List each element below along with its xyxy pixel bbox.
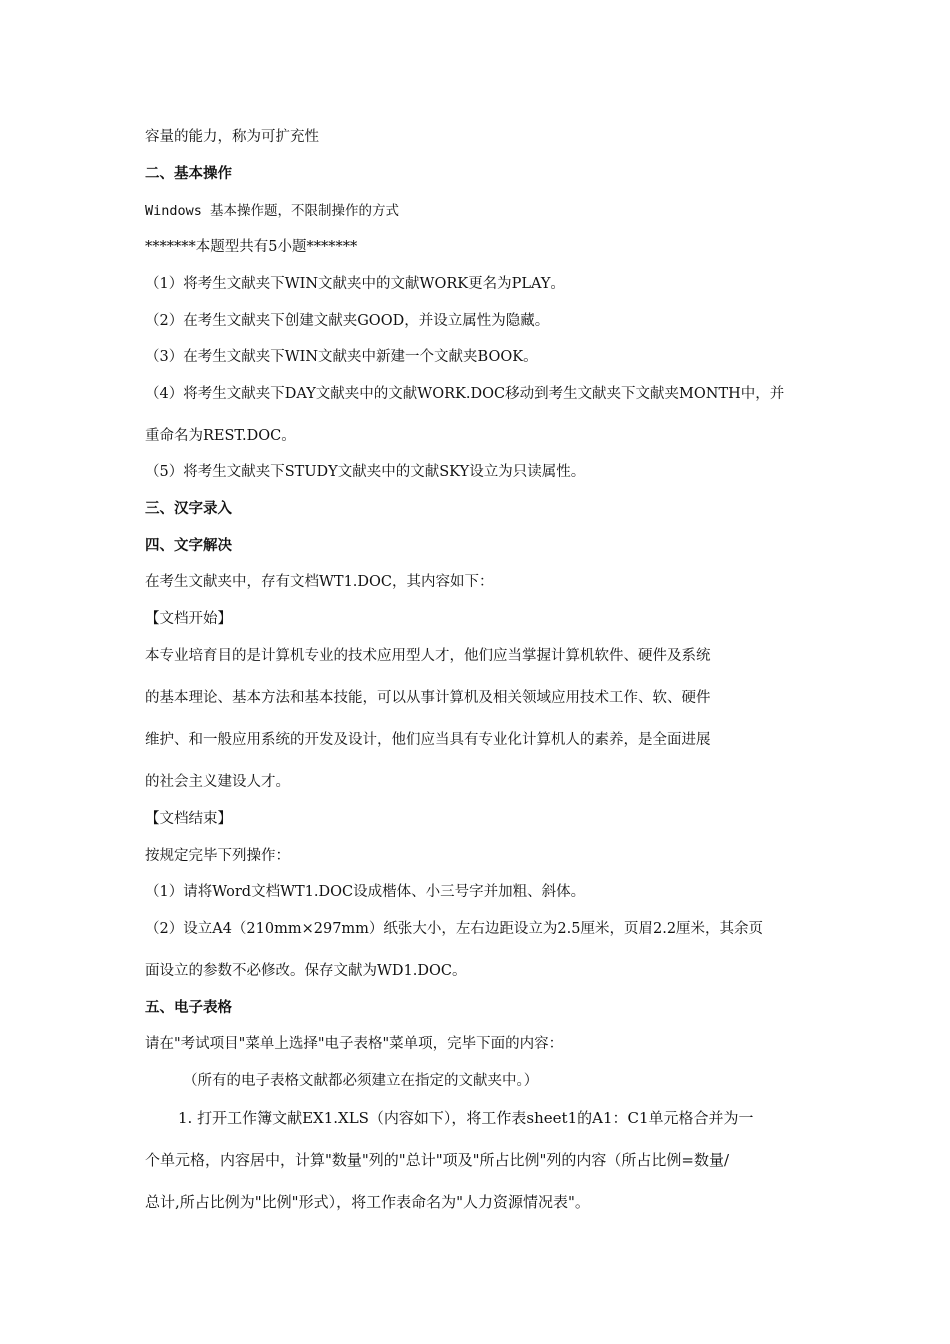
task-item: （2）在考生文献夹下创建文献夹GOOD，并设立属性为隐藏。 bbox=[145, 313, 550, 329]
document-start-marker: 【文档开始】 bbox=[145, 611, 232, 627]
quoted-document-line: 的社会主义建设人才。 bbox=[145, 774, 290, 790]
paragraph-line: Windows 基本操作题，不限制操作的方式 bbox=[145, 203, 400, 219]
task-item-continuation: 个单元格，内容居中，计算"数量"列的"总计"项及"所占比例"列的内容（所占比例=数量/ bbox=[145, 1151, 730, 1169]
section-heading-text-processing: 四、文字解决 bbox=[145, 538, 232, 554]
task-item: （4）将考生文献夹下DAY文献夹中的文献WORK.DOC移动到考生文献夹下文献夹MONTH中，并 bbox=[145, 386, 785, 402]
section-heading-spreadsheet: 五、电子表格 bbox=[145, 1000, 232, 1016]
task-item-continuation: 重命名为REST.DOC。 bbox=[145, 428, 296, 444]
quoted-document-line: 维护、和一般应用系统的开发及设计，他们应当具有专业化计算机人的素养，是全面进展 bbox=[145, 732, 711, 748]
document-end-marker: 【文档结束】 bbox=[145, 811, 232, 827]
quoted-document-line: 的基本理论、基本方法和基本技能，可以从事计算机及相关领域应用技术工作、软、硬件 bbox=[145, 690, 711, 706]
task-item-continuation: 面设立的参数不必修改。保存文献为WD1.DOC。 bbox=[145, 963, 467, 979]
task-item: （1）请将Word文档WT1.DOC设成楷体、小三号字并加粗、斜体。 bbox=[145, 884, 586, 900]
paragraph-line: 按规定完毕下列操作： bbox=[145, 848, 290, 864]
task-item-continuation: 总计,所占比例为"比例"形式），将工作表命名为"人力资源情况表"。 bbox=[145, 1193, 590, 1211]
quoted-document-line: 本专业培育目的是计算机专业的技术应用型人才，他们应当掌握计算机软件、硬件及系统 bbox=[145, 648, 711, 664]
paragraph-line: 请在"考试项目"菜单上选择"电子表格"菜单项，完毕下面的内容： bbox=[145, 1036, 564, 1052]
task-item: 1. 打开工作簿文献EX1.XLS（内容如下），将工作表sheet1的A1：C1单元格合并为一 bbox=[178, 1109, 754, 1127]
task-item: （2）设立A4（210mm×297mm）纸张大小，左右边距设立为2.5厘米，页眉2.2厘米，其余页 bbox=[145, 921, 764, 937]
paragraph-line: *******本题型共有5小题******* bbox=[145, 239, 358, 255]
paragraph-line: 容量的能力，称为可扩充性 bbox=[145, 129, 319, 145]
paragraph-line: 在考生文献夹中，存有文档WT1.DOC，其内容如下： bbox=[145, 574, 494, 590]
task-item: （1）将考生文献夹下WIN文献夹中的文献WORK更名为PLAY。 bbox=[145, 276, 565, 292]
task-item: （3）在考生文献夹下WIN文献夹中新建一个文献夹BOOK。 bbox=[145, 349, 538, 365]
section-heading-basic-operations: 二、基本操作 bbox=[145, 166, 232, 182]
task-item: （5）将考生文献夹下STUDY文献夹中的文献SKY设立为只读属性。 bbox=[145, 464, 586, 480]
note-line: （所有的电子表格文献都必须建立在指定的文献夹中。） bbox=[183, 1073, 539, 1089]
section-heading-chinese-input: 三、汉字录入 bbox=[145, 501, 232, 517]
